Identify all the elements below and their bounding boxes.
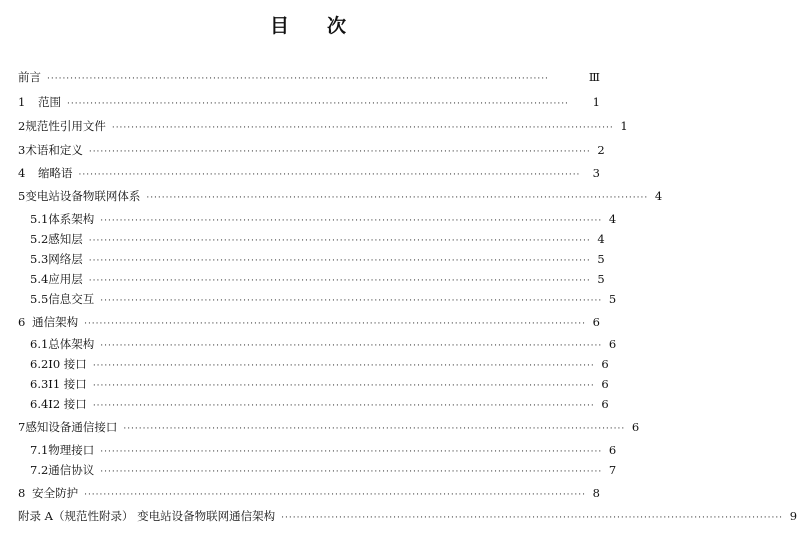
toc-entry-label: 安全防护	[32, 486, 79, 500]
toc-entry-5-1[interactable]	[30, 210, 617, 228]
toc-leader-dots: ··································································································································	[84, 490, 586, 500]
toc-entry-label: 体系架构	[48, 212, 95, 226]
toc-entry-number: 5.3	[30, 252, 49, 266]
toc-entry-number: 6.1	[30, 337, 49, 351]
toc-entry-label: 应用层	[48, 272, 83, 286]
toc-entry-label: I0 接口	[48, 357, 87, 371]
toc-leader-dots: ··································································································································	[92, 401, 595, 411]
toc-leader-dots: ··································································································································	[84, 319, 586, 329]
toc-leader-dots: ··································································································································	[78, 170, 581, 180]
toc-leader-dots: ··································································································································	[88, 276, 591, 286]
toc-entry-label: 感知设备通信接口	[25, 420, 118, 434]
toc-entry-5-5[interactable]	[30, 290, 617, 308]
toc-entry-page: 3	[592, 166, 600, 180]
toc-entry-number: 3	[18, 143, 26, 157]
toc-entry-1[interactable]	[18, 93, 600, 111]
toc-entry-page: 5	[597, 272, 605, 286]
toc-entry-page: 1	[592, 95, 600, 109]
toc-leader-dots: ··································································································································	[92, 381, 595, 391]
toc-entry-number: 1	[18, 95, 26, 109]
title-char-2: 次	[327, 15, 349, 37]
toc-leader-dots: ··································································································································	[100, 447, 603, 457]
toc-entry-number: 6	[18, 315, 26, 329]
title-char-1: 目	[269, 15, 291, 37]
toc-entry-8[interactable]	[18, 484, 600, 502]
toc-entry-page: 4	[608, 212, 617, 226]
toc-entry-page: 4	[597, 232, 605, 246]
toc-entry-page: 9	[789, 509, 797, 523]
toc-entry-5[interactable]	[18, 187, 663, 205]
toc-entry-7-2[interactable]	[30, 461, 617, 479]
toc-entry-label: I2 接口	[48, 397, 87, 411]
toc-entry-label: 信息交互	[48, 292, 95, 306]
toc-entry-5-2[interactable]	[30, 230, 605, 248]
toc-entry-number: 7.2	[30, 463, 49, 477]
toc-entry-6-4[interactable]	[30, 395, 609, 413]
toc-entry-label: 物理接口	[48, 443, 95, 457]
toc-leader-dots: ··································································································································	[111, 123, 614, 133]
toc-leader-dots: ··································································································································	[67, 99, 569, 109]
toc-entry-2[interactable]	[18, 117, 628, 135]
toc-entry-page: 6	[608, 443, 617, 457]
toc-leader-dots: ··································································································································	[92, 361, 595, 371]
toc-leader-dots: ··································································································································	[146, 193, 649, 203]
toc-entry-label: 术语和定义	[25, 143, 83, 157]
toc-entry-7-1[interactable]	[30, 441, 617, 459]
toc-entry-number: 8	[18, 486, 26, 500]
toc-entry-number: 5.5	[30, 292, 49, 306]
toc-entry-page: 6	[601, 397, 609, 411]
toc-entry-label: 通信协议	[48, 463, 95, 477]
toc-leader-dots: ··································································································································	[123, 424, 626, 434]
toc-entry-foreword[interactable]	[18, 68, 600, 86]
toc-entry-5-4[interactable]	[30, 270, 605, 288]
toc-entry-4[interactable]	[18, 164, 600, 182]
toc-leader-dots: ··································································································································	[47, 74, 549, 84]
toc-entry-6[interactable]	[18, 313, 600, 331]
toc-entry-number: 5.1	[30, 212, 49, 226]
toc-leader-dots: ··································································································································	[100, 296, 603, 306]
toc-entry-number: 2	[18, 119, 26, 133]
toc-entry-label: 总体架构	[48, 337, 95, 351]
toc-entry-number: 7	[18, 420, 26, 434]
toc-entry-label: 网络层	[48, 252, 83, 266]
toc-entry-6-3[interactable]	[30, 375, 609, 393]
toc-leader-dots: ··································································································································	[88, 256, 591, 266]
toc-entry-number: 5.2	[30, 232, 49, 246]
toc-entry-page: 6	[592, 315, 600, 329]
toc-leader-dots: ··································································································································	[100, 341, 603, 351]
toc-entry-number: 7.1	[30, 443, 49, 457]
toc-entry-3[interactable]	[18, 141, 605, 159]
toc-entry-page: 6	[631, 420, 640, 434]
toc-entry-page: 5	[597, 252, 605, 266]
toc-entry-page: 7	[608, 463, 617, 477]
toc-leader-dots: ··································································································································	[100, 467, 603, 477]
toc-entry-label: 感知层	[48, 232, 83, 246]
toc-entry-label: I1 接口	[48, 377, 87, 391]
toc-entry-number: 5.4	[30, 272, 49, 286]
toc-entry-appendix-a[interactable]	[18, 507, 797, 525]
toc-entry-label: 前言	[18, 70, 41, 84]
toc-entry-page: 1	[620, 119, 628, 133]
toc-entry-7[interactable]	[18, 418, 640, 436]
toc-entry-page: 2	[597, 143, 605, 157]
toc-entry-label: 缩略语	[38, 166, 73, 180]
toc-entry-number: 5	[18, 189, 26, 203]
toc-leader-dots: ··································································································································	[100, 216, 603, 226]
toc-entry-label: 范围	[38, 95, 61, 109]
toc-entry-page: 5	[608, 292, 617, 306]
toc-entry-page: 4	[654, 189, 663, 203]
toc-entry-6-2[interactable]	[30, 355, 609, 373]
toc-entry-label: 附录 A（规范性附录） 变电站设备物联网通信架构	[18, 509, 276, 523]
toc-leader-dots: ··································································································································	[88, 147, 591, 157]
toc-entry-number: 6.4	[30, 397, 49, 411]
toc-leader-dots: ··································································································································	[281, 513, 784, 523]
toc-entry-number: 6.2	[30, 357, 49, 371]
toc-entry-label: 变电站设备物联网体系	[25, 189, 141, 203]
toc-entry-page: 6	[601, 377, 609, 391]
toc-entry-5-3[interactable]	[30, 250, 605, 268]
toc-entry-label: 规范性引用文件	[25, 119, 106, 133]
toc-entry-number: 4	[18, 166, 26, 180]
toc-leader-dots: ··································································································································	[88, 236, 591, 246]
toc-entry-6-1[interactable]	[30, 335, 617, 353]
toc-entry-page: Ⅲ	[588, 70, 600, 84]
toc-entry-page: 6	[608, 337, 617, 351]
toc-entry-number: 6.3	[30, 377, 49, 391]
toc-entry-page: 8	[592, 486, 600, 500]
toc-entry-page: 6	[601, 357, 609, 371]
toc-entry-label: 通信架构	[32, 315, 79, 329]
